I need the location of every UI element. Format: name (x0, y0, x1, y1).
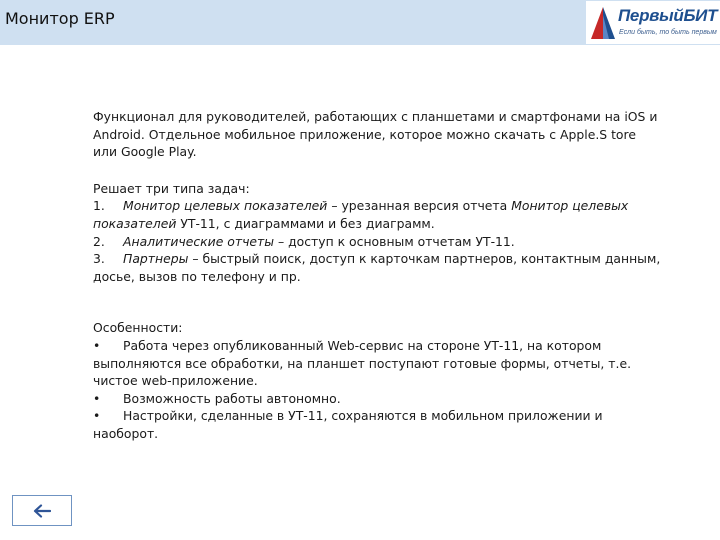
pyramid-logo-icon (588, 3, 618, 41)
task-item-3: 3. Партнеры – быстрый поиск, доступ к карточкам партнеров, контактным данным, досье, вызов по телефону и пр. (93, 251, 661, 284)
features-heading: Особенности: (93, 320, 183, 336)
features-block (93, 319, 663, 442)
back-button[interactable] (12, 495, 72, 526)
tasks-block (93, 180, 663, 286)
logo-name: ПервыйБИТ (618, 6, 718, 25)
feature-item-3: • Настройки, сделанные в УТ-11, сохраняются в мобильном приложении и наоборот. (93, 408, 603, 441)
logo-tagline: Если быть, то быть первым (619, 29, 717, 36)
feature-item-1: • Работа через опубликованный Web-сервис на стороне УТ-11, на котором выполняются все обработки, на планшет поступают готовые формы, отчеты, т.е. чистое web-приложение. (93, 337, 632, 389)
feature-item-2: • Возможность работы автономно. (93, 390, 341, 406)
company-logo (586, 1, 720, 44)
header-bar (0, 0, 720, 45)
tasks-heading: Решает три типа задач: (93, 180, 250, 196)
intro-paragraph: Функционал для руководителей, работающих с планшетами и смартфонами на iOS и Android. Отдельное мобильное приложение, которое можно скачать с Apple.S tore или Google Play. (93, 109, 658, 160)
slide-content (93, 108, 663, 443)
arrow-left-icon (33, 504, 51, 518)
task-item-2: 2. Аналитические отчеты – доступ к основным отчетам УТ-11. (93, 233, 515, 249)
page-title: Монитор ERP (5, 9, 115, 28)
task-item-1: 1. Монитор целевых показателей – урезанная версия отчета Монитор целевых показателей УТ-11, с диаграммами и без диаграмм. (93, 198, 629, 231)
